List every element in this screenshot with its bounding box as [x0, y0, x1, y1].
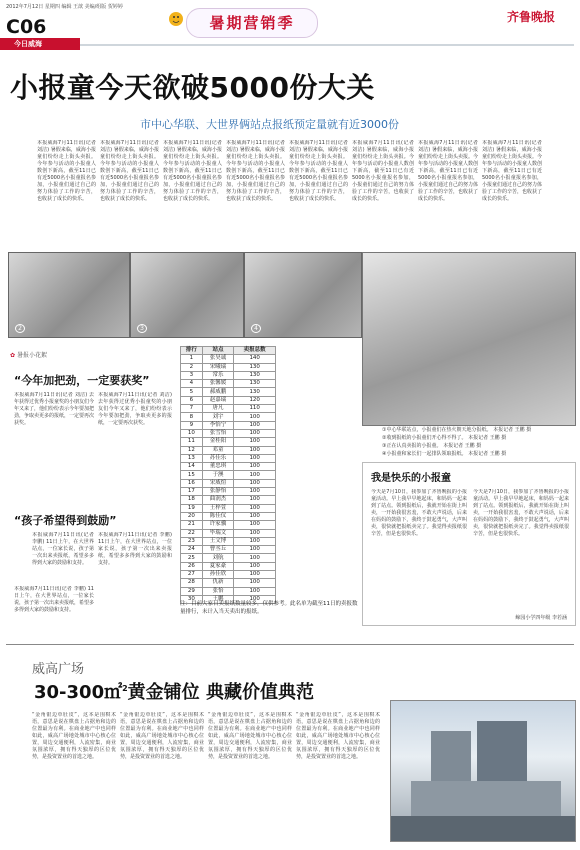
table-row	[181, 371, 276, 379]
article-body-col6: 本报威海7月11日讯(记者 刘洁) 暑假来临，威海小报童们纷纷走上街头卖报。今年参与活动的小报童人数创下新高，截至11日已有近5000名小报童报名参加，小报童们通过自己的努力体验了工作的辛苦，也收获了成长的快乐。	[352, 140, 414, 202]
essay-body-1: 今天是7月10日，我参加了齐鲁晚报的小报童活动。早上我早早地起床，和妈妈一起来到了站点。领到报纸后，我就开始在街上叫卖，一开始我很害羞，不敢大声说话，后来在妈妈的鼓励下，我终于鼓起勇气，大声叫卖，很快就把报纸卖完了。我觉得卖报纸很辛苦，但是也很快乐。	[371, 489, 467, 537]
table-cell: 110	[234, 405, 276, 413]
table-cell: 100	[234, 571, 276, 579]
table-cell: 18	[181, 496, 203, 504]
table-cell: 唐凡	[202, 405, 234, 413]
table-note: 注：目前大家日卖报纸数量较多，仅供参考。此名单为截至11日的卖报数量排行，未计入当天卖出的报纸。	[180, 601, 358, 615]
section-divider	[6, 644, 574, 645]
table-header: 排行	[181, 347, 203, 355]
sidebar-body-2c: 本报威海7月11日讯(记者 李鹏) 11日上午，在大世界站点，一位家长说，孩子第一次出来卖报纸，希望多多得到大家的鼓励和支持。	[98, 532, 172, 566]
table-row	[181, 446, 276, 454]
table-cell: 苏佳乐	[202, 454, 234, 462]
table-cell: 张馨媛	[202, 380, 234, 388]
ranking-table	[180, 346, 276, 604]
sidebar-tag	[10, 350, 47, 359]
table-cell: 29	[181, 587, 203, 595]
table-cell: 4	[181, 380, 203, 388]
table-cell: 王鹏	[202, 595, 234, 603]
ad-headline-sup: 2	[122, 684, 128, 693]
essay-body-2: 今天是7月10日，我参加了齐鲁晚报的小报童活动。早上我早早地起床，和妈妈一起来到了站点。领到报纸后，我就开始在街上叫卖，一开始我很害羞，不敢大声说话，后来在妈妈的鼓励下，我终于鼓起勇气，大声叫卖，很快就把报纸卖完了。我觉得卖报纸很辛苦，但是也很快乐。	[473, 489, 569, 537]
table-row	[181, 463, 276, 471]
article-body-col4: 本报威海7月11日讯(记者 刘洁) 暑假来临，威海小报童们纷纷走上街头卖报。今年参与活动的小报童人数创下新高，截至11日已有近5000名小报童报名参加，小报童们通过自己的努力体验了工作的辛苦，也收获了成长的快乐。	[226, 140, 285, 202]
table-cell: 120	[234, 396, 276, 404]
table-cell: 李怡宁	[202, 421, 234, 429]
table-cell: 陈佳仪	[202, 512, 234, 520]
table-cell: 刘宇	[202, 413, 234, 421]
building-icon	[391, 701, 575, 841]
table-cell: 20	[181, 512, 203, 520]
table-row	[181, 488, 276, 496]
table-cell: 张静怡	[202, 488, 234, 496]
article-body-col3: 本报威海7月11日讯(记者 刘洁) 暑假来临，威海小报童们纷纷走上街头卖报。今年参与活动的小报童人数创下新高，截至11日已有近5000名小报童报名参加，小报童们通过自己的努力体验了工作的辛苦，也收获了成长的快乐。	[163, 140, 222, 202]
table-cell: 100	[234, 587, 276, 595]
table-cell: 董忠琪	[202, 463, 234, 471]
table-row	[181, 554, 276, 562]
table-header: 卖报总数	[234, 347, 276, 355]
table-cell: 100	[234, 537, 276, 545]
header-meta: 2012年7月12日 星期四 编辑 王歆 美编/组版 贺婷婷	[6, 4, 123, 10]
essay-title: 我是快乐的小报童	[371, 473, 451, 484]
table-cell: 100	[234, 554, 276, 562]
table-cell: 100	[234, 429, 276, 437]
table-cell: 赵嘉瑞	[202, 396, 234, 404]
essay-author: 鲸园小学四年级 李若涵	[515, 615, 567, 621]
table-cell: 9	[181, 421, 203, 429]
table-cell: 13	[181, 454, 203, 462]
table-cell: 17	[181, 488, 203, 496]
article-body-col7: 本报威海7月11日讯(记者 刘洁) 暑假来临，威海小报童们纷纷走上街头卖报。今年参与活动的小报童人数创下新高，截至11日已有近5000名小报童报名参加，小报童们通过自己的努力体验了工作的辛苦，也收获了成长的快乐。	[418, 140, 478, 202]
table-row	[181, 380, 276, 388]
article-body-col8: 本报威海7月11日讯(记者 刘洁) 暑假来临，威海小报童们纷纷走上街头卖报。今年参与活动的小报童人数创下新高，截至11日已有近5000名小报童报名参加，小报童们通过自己的努力体验了工作的辛苦，也收获了成长的快乐。	[482, 140, 542, 202]
page-number: C06	[6, 16, 47, 38]
header-rule	[80, 44, 574, 46]
building-render-image	[390, 700, 576, 842]
table-row	[181, 512, 276, 520]
caption-3: ③正在认真卖报的小报童。	[382, 443, 442, 449]
table-cell: 130	[234, 371, 276, 379]
table-cell: 100	[234, 529, 276, 537]
photo-reader-1	[8, 252, 130, 338]
table-row	[181, 521, 276, 529]
section-label: 今日威海	[14, 40, 42, 48]
ad-headline	[34, 678, 314, 704]
photo-number: 2	[15, 324, 25, 333]
essay-box	[362, 462, 576, 626]
table-cell: 100	[234, 454, 276, 462]
table-cell: 8	[181, 413, 203, 421]
table-row	[181, 562, 276, 570]
table-cell: 140	[234, 355, 276, 363]
table-cell: 宋威煊	[202, 479, 234, 487]
table-row	[181, 421, 276, 429]
table-cell: 15	[181, 471, 203, 479]
caption-credit: 本报记者 王鹏 摄	[443, 443, 482, 449]
table-cell: 100	[234, 488, 276, 496]
table-cell: 宋曦瑞	[202, 363, 234, 371]
table-cell: 100	[234, 413, 276, 421]
table-cell: 王梓萱	[202, 504, 234, 512]
table-cell: 1	[181, 355, 203, 363]
table-cell: 于澳	[202, 471, 234, 479]
table-row	[181, 429, 276, 437]
table-row	[181, 396, 276, 404]
table-cell: 27	[181, 571, 203, 579]
article-body-col1: 本报威海7月11日讯(记者 刘洁) 暑假来临，威海小报童们纷纷走上街头卖报。今年参与活动的小报童人数创下新高，截至11日已有近5000名小报童报名参加，小报童们通过自己的努力体验了工作的辛苦，也收获了成长的快乐。	[37, 140, 96, 202]
table-row	[181, 438, 276, 446]
ranking-table-wrap	[180, 346, 276, 604]
table-cell: 100	[234, 479, 276, 487]
table-cell: 26	[181, 562, 203, 570]
table-row	[181, 388, 276, 396]
table-cell: 16	[181, 479, 203, 487]
table-cell: 金桂阳	[202, 438, 234, 446]
ad-headline-unit: ㎡	[104, 682, 123, 703]
table-header: 站点	[202, 347, 234, 355]
ad-body-col2: “金角银边草肚皮”，这本是围棋术语，意思是说在棋盘上占据角和边的位置最为有利。在商业地产中也同样如此，威高广场地处城市中心核心位置，周边交通便利，人流密集，商业氛围浓厚，拥有得天独厚的区位优势，是投资置业的首选之地。	[120, 712, 204, 760]
table-cell: 曲润杰	[202, 496, 234, 504]
ranking-table-body	[181, 355, 276, 604]
table-cell: 21	[181, 521, 203, 529]
table-cell: 100	[234, 579, 276, 587]
table-row	[181, 363, 276, 371]
table-row	[181, 587, 276, 595]
table-row	[181, 537, 276, 545]
table-cell: 100	[234, 438, 276, 446]
sun-icon	[166, 6, 186, 34]
table-cell: 3	[181, 371, 203, 379]
table-cell: 王文博	[202, 537, 234, 545]
ad-body-col3: “金角银边草肚皮”，这本是围棋术语，意思是说在棋盘上占据角和边的位置最为有利。在商业地产中也同样如此，威高广场地处城市中心核心位置，周边交通便利，人流密集，商业氛围浓厚，拥有得天独厚的区位优势，是投资置业的首选之地。	[208, 712, 292, 760]
article-body-col2: 本报威海7月11日讯(记者 刘洁) 暑假来临，威海小报童们纷纷走上街头卖报。今年参与活动的小报童人数创下新高，截至11日已有近5000名小报童报名参加，小报童们通过自己的努力体验了工作的辛苦，也收获了成长的快乐。	[100, 140, 159, 202]
table-row	[181, 546, 276, 554]
table-cell: 100	[234, 496, 276, 504]
section-bar	[0, 38, 80, 50]
table-row	[181, 571, 276, 579]
table-cell: 100	[234, 504, 276, 512]
table-cell: 7	[181, 405, 203, 413]
caption-4: ④小报童和家长们一起排队领取报纸。	[382, 451, 467, 457]
table-cell: 孙佳欣	[202, 571, 234, 579]
table-cell: 邓童	[202, 446, 234, 454]
caption-credit: 本报记者 王鹏 摄	[493, 427, 532, 433]
table-cell: 130	[234, 380, 276, 388]
table-row	[181, 454, 276, 462]
ad-headline-post: 黄金铺位 典藏价值典范	[127, 682, 314, 703]
table-cell: 12	[181, 446, 203, 454]
photo-reader-2	[130, 252, 244, 338]
table-cell: 23	[181, 537, 203, 545]
sidebar-body-1b: 本报威海7月11日讯(记者 刘洁) 去年获得过优秀小报童奖的小朋友们今年又来了，他们纷纷表示今年要加把劲，争取卖更多的报纸，一定要再次获奖。	[98, 392, 172, 426]
table-cell: 仇新	[202, 579, 234, 587]
table-cell: 24	[181, 546, 203, 554]
table-cell: 100	[234, 521, 276, 529]
table-cell: 张怡	[202, 587, 234, 595]
table-cell: 100	[234, 546, 276, 554]
ad-brand: 威高广场	[32, 662, 85, 677]
table-row	[181, 471, 276, 479]
table-cell: 100	[234, 463, 276, 471]
banner-box	[186, 8, 318, 38]
table-row	[181, 529, 276, 537]
table-cell: 19	[181, 504, 203, 512]
photo-reader-3	[244, 252, 362, 338]
table-row	[181, 413, 276, 421]
sidebar-body-2b: 本报威海7月11日讯(记者 李鹏) 11日上午，在大世界站点，一位家长说，孩子第一次出来卖报纸，希望多多得到大家的鼓励和支持。	[14, 586, 94, 613]
table-cell: 张雪怡	[202, 429, 234, 437]
sidebar-heading-2: “孩子希望得到鼓励”	[14, 514, 117, 527]
table-cell: 100	[234, 595, 276, 603]
table-cell: 6	[181, 396, 203, 404]
ad-headline-pre: 30-300	[34, 682, 105, 703]
table-cell: 25	[181, 554, 203, 562]
flower-icon: ✿	[10, 352, 16, 359]
table-row	[181, 504, 276, 512]
photo-number: 3	[137, 324, 147, 333]
ad-body-col1: “金角银边草肚皮”，这本是围棋术语，意思是说在棋盘上占据角和边的位置最为有利。在商业地产中也同样如此，威高广场地处城市中心核心位置，周边交通便利，人流密集，商业氛围浓厚，拥有得天独厚的区位优势，是投资置业的首选之地。	[32, 712, 116, 760]
photo-number: 4	[251, 324, 261, 333]
table-cell: 毕瑞文	[202, 529, 234, 537]
table-cell: 张昊诚	[202, 355, 234, 363]
table-cell: 100	[234, 512, 276, 520]
table-cell: 22	[181, 529, 203, 537]
table-cell: 2	[181, 363, 203, 371]
caption-credit: 本报记者 王鹏 摄	[468, 451, 507, 457]
table-row	[181, 479, 276, 487]
table-cell: 30	[181, 595, 203, 603]
caption-2: ②收到报纸的小报童们开心得不得了。	[382, 435, 467, 441]
table-cell: 刘航	[202, 554, 234, 562]
sidebar-body-2a: 本报威海7月11日讯(记者 李鹏) 11日上午，在大世界站点，一位家长说，孩子第一次出来卖报纸，希望多多得到大家的鼓励和支持。	[32, 532, 94, 566]
photo-captions	[382, 426, 572, 458]
table-row	[181, 405, 276, 413]
table-cell: 5	[181, 388, 203, 396]
subhead: 市中心华联、大世界俩站点报纸预定量就有近3000份	[140, 118, 399, 131]
table-cell: 100	[234, 562, 276, 570]
table-cell: 许家骥	[202, 521, 234, 529]
headline: 小报童今天欲破5000份大关	[10, 71, 375, 104]
table-row	[181, 355, 276, 363]
table-cell: 14	[181, 463, 203, 471]
masthead-logo: 齐鲁晚报	[507, 10, 556, 24]
table-cell: 100	[234, 421, 276, 429]
article-body-col5: 本报威海7月11日讯(记者 刘洁) 暑假来临，威海小报童们纷纷走上街头卖报。今年参与活动的小报童人数创下新高，截至11日已有近5000名小报童报名参加，小报童们通过自己的努力体验了工作的辛苦，也收获了成长的快乐。	[289, 140, 348, 202]
caption-1: ①中心华联站点，小报童们在热火朝天地分报纸。	[382, 427, 492, 433]
table-cell: 100	[234, 471, 276, 479]
table-row	[181, 496, 276, 504]
table-cell: 曹丞丘	[202, 546, 234, 554]
photo-paperboys	[362, 252, 576, 426]
table-row	[181, 579, 276, 587]
table-cell: 100	[234, 446, 276, 454]
table-cell: 常乐	[202, 371, 234, 379]
table-cell: 10	[181, 429, 203, 437]
caption-credit: 本报记者 王鹏 摄	[468, 435, 507, 441]
table-cell: 130	[234, 363, 276, 371]
table-cell: 夏家豪	[202, 562, 234, 570]
sidebar-heading-1: “今年加把劲，一定要获奖”	[14, 374, 150, 387]
table-cell: 28	[181, 579, 203, 587]
table-cell: 郝威鹏	[202, 388, 234, 396]
banner-text: 暑期营销季	[209, 14, 295, 32]
sidebar-body-1a: 本报威海7月11日讯(记者 刘洁) 去年获得过优秀小报童奖的小朋友们今年又来了，他们纷纷表示今年要加把劲，争取卖更多的报纸，一定要再次获奖。	[14, 392, 94, 426]
table-cell: 11	[181, 438, 203, 446]
ad-body-col4: “金角银边草肚皮”，这本是围棋术语，意思是说在棋盘上占据角和边的位置最为有利。在商业地产中也同样如此，威高广场地处城市中心核心位置，周边交通便利，人流密集，商业氛围浓厚，拥有得天独厚的区位优势，是投资置业的首选之地。	[296, 712, 380, 760]
table-cell: 130	[234, 388, 276, 396]
sidebar-tag-label: 暑报小花絮	[16, 352, 47, 359]
